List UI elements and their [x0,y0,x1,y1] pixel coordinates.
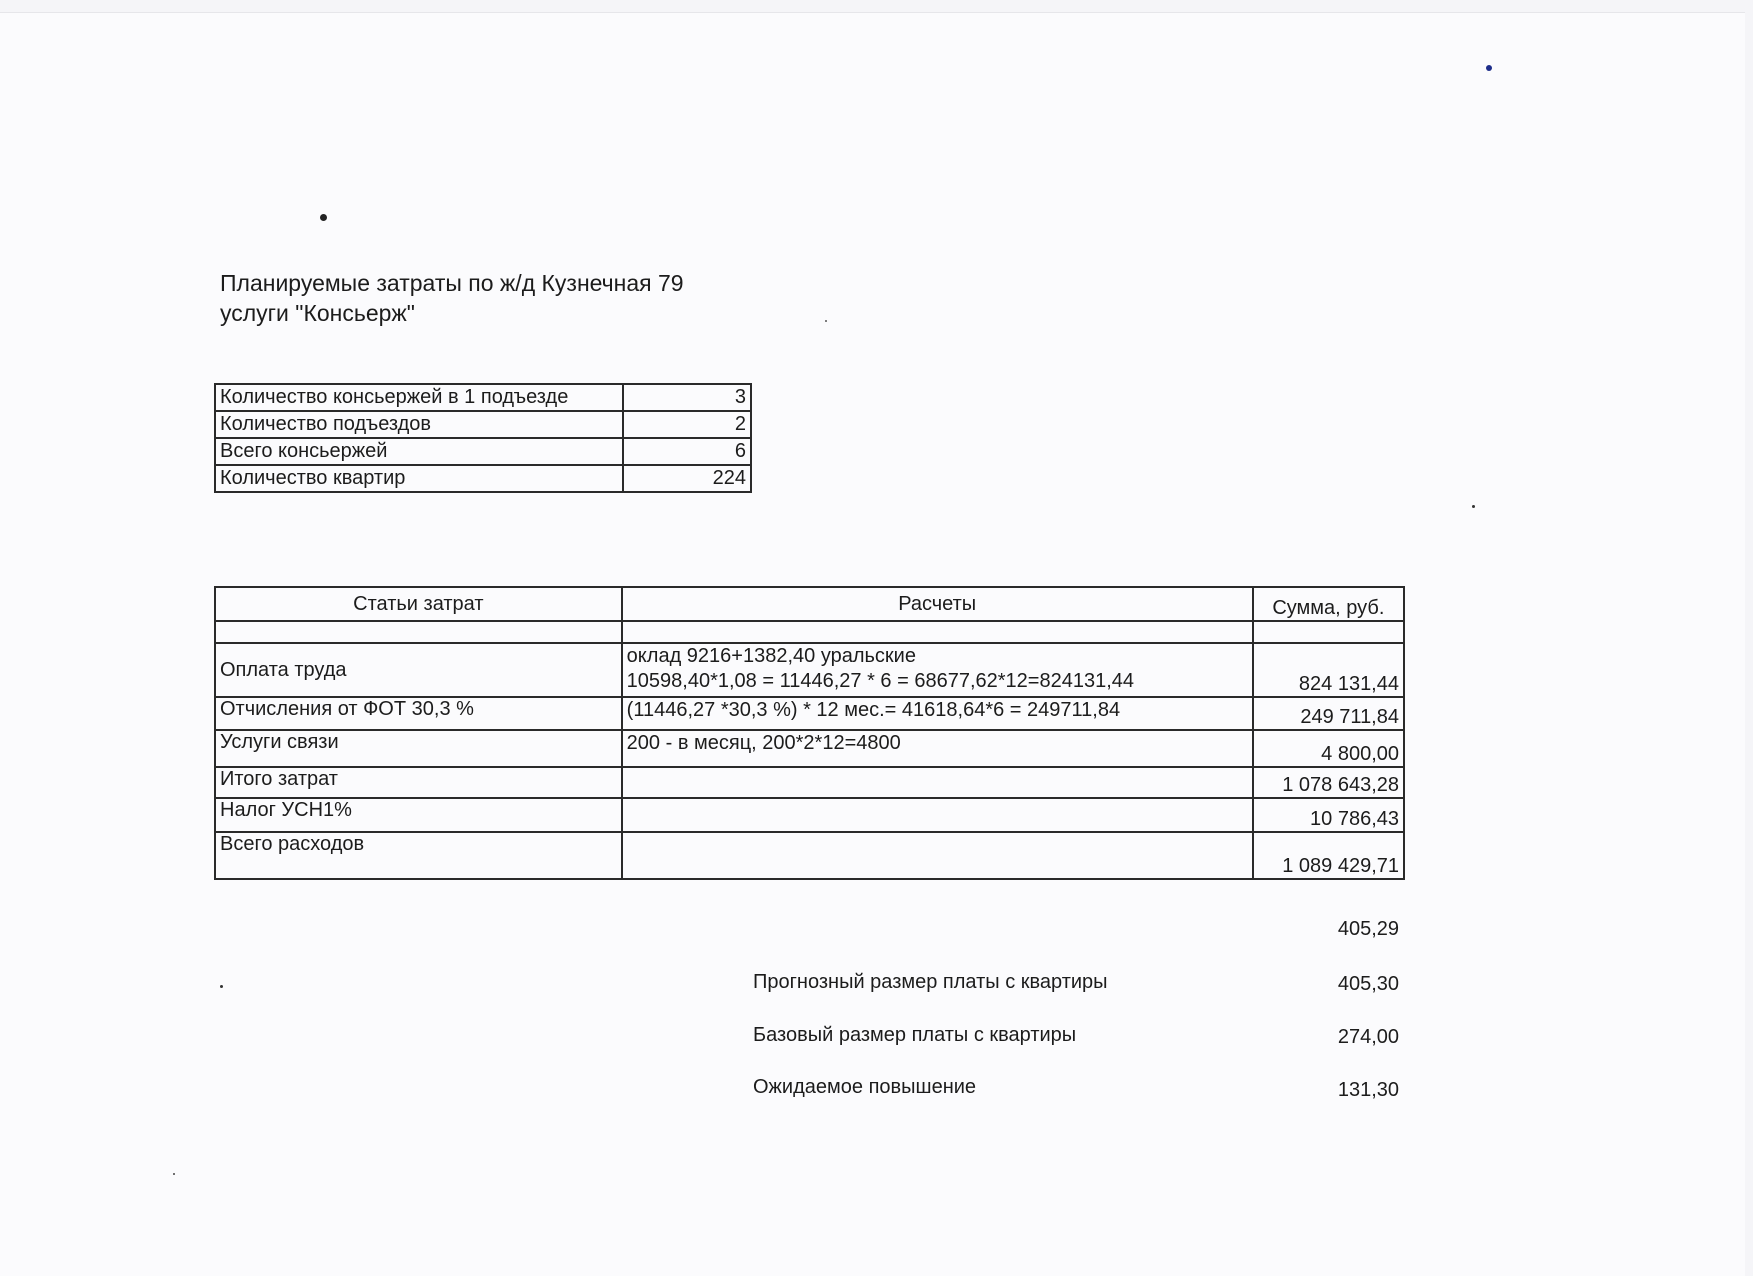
info-label: Количество консьержей в 1 подъезде [215,384,623,411]
empty-cell [215,621,622,643]
info-label: Количество квартир [215,465,623,492]
document-title [220,268,684,328]
scan-speck [320,214,327,221]
info-label: Всего консьержей [215,438,623,465]
scan-speck [1486,65,1492,71]
table-row [215,767,1404,798]
scan-speck [1472,505,1475,508]
empty-row [215,621,1404,643]
calculation-line: оклад 9216+1382,40 уральские [626,645,916,667]
base-fee-label: Базовый размер платы с квартиры [753,1024,1077,1046]
header-sum: Сумма, руб. [1253,587,1404,621]
table-row [215,730,1404,767]
forecast-fee-value: 405,30 [1337,973,1399,995]
table-row [215,832,1404,879]
info-row [215,384,751,411]
cost-item: Услуги связи [215,730,622,767]
header-calculations: Расчеты [622,587,1253,621]
info-value: 2 [623,411,751,438]
title-line-2: услуги "Консьерж" [220,300,415,326]
cost-sum: 1 078 643,28 [1253,767,1404,798]
cost-table [214,586,1405,880]
table-row [215,697,1404,730]
cost-item: Всего расходов [215,832,622,879]
scan-speck [825,320,827,322]
calculation-cell: (11446,27 *30,3 %) * 12 мес.= 41618,64*6 = 249711,84 [622,697,1253,730]
cost-sum: 10 786,43 [1253,798,1404,832]
info-row [215,465,751,492]
info-label: Количество подъездов [215,411,623,438]
table-row [215,643,1404,697]
cost-item: Итого затрат [215,767,622,798]
scan-speck [173,1173,175,1175]
cost-table-header [215,587,1404,621]
calculation-cell [622,798,1253,832]
info-row [215,411,751,438]
info-value: 6 [623,438,751,465]
cost-item: Отчисления от ФОТ 30,3 % [215,697,622,730]
calculation-line: 10598,40*1,08 = 11446,27 * 6 = 68677,62*12=824131,44 [626,670,1135,692]
calculation-cell [622,643,1253,697]
title-line-1: Планируемые затраты по ж/д Кузнечная 79 [220,270,684,296]
header-cost-items: Статьи затрат [215,587,622,621]
calculation-cell [622,832,1253,879]
table-row [215,798,1404,832]
cost-sum: 824 131,44 [1253,643,1404,697]
cost-item: Налог УСН1% [215,798,622,832]
expected-increase-value: 131,30 [1337,1079,1399,1101]
empty-cell [622,621,1253,643]
cost-item: Оплата труда [215,643,622,697]
cost-sum: 249 711,84 [1253,697,1404,730]
per-flat-raw-value: 405,29 [1337,918,1399,940]
concierge-info-table [214,383,752,493]
scan-speck [220,985,223,988]
info-row [215,438,751,465]
forecast-fee-label: Прогнозный размер платы с квартиры [753,971,1108,993]
calculation-cell: 200 - в месяц, 200*2*12=4800 [622,730,1253,767]
info-value: 3 [623,384,751,411]
base-fee-value: 274,00 [1337,1026,1399,1048]
calculation-cell [622,767,1253,798]
info-value: 224 [623,465,751,492]
expected-increase-label: Ожидаемое повышение [753,1076,977,1098]
empty-cell [1253,621,1404,643]
cost-sum: 4 800,00 [1253,730,1404,767]
cost-sum: 1 089 429,71 [1253,832,1404,879]
